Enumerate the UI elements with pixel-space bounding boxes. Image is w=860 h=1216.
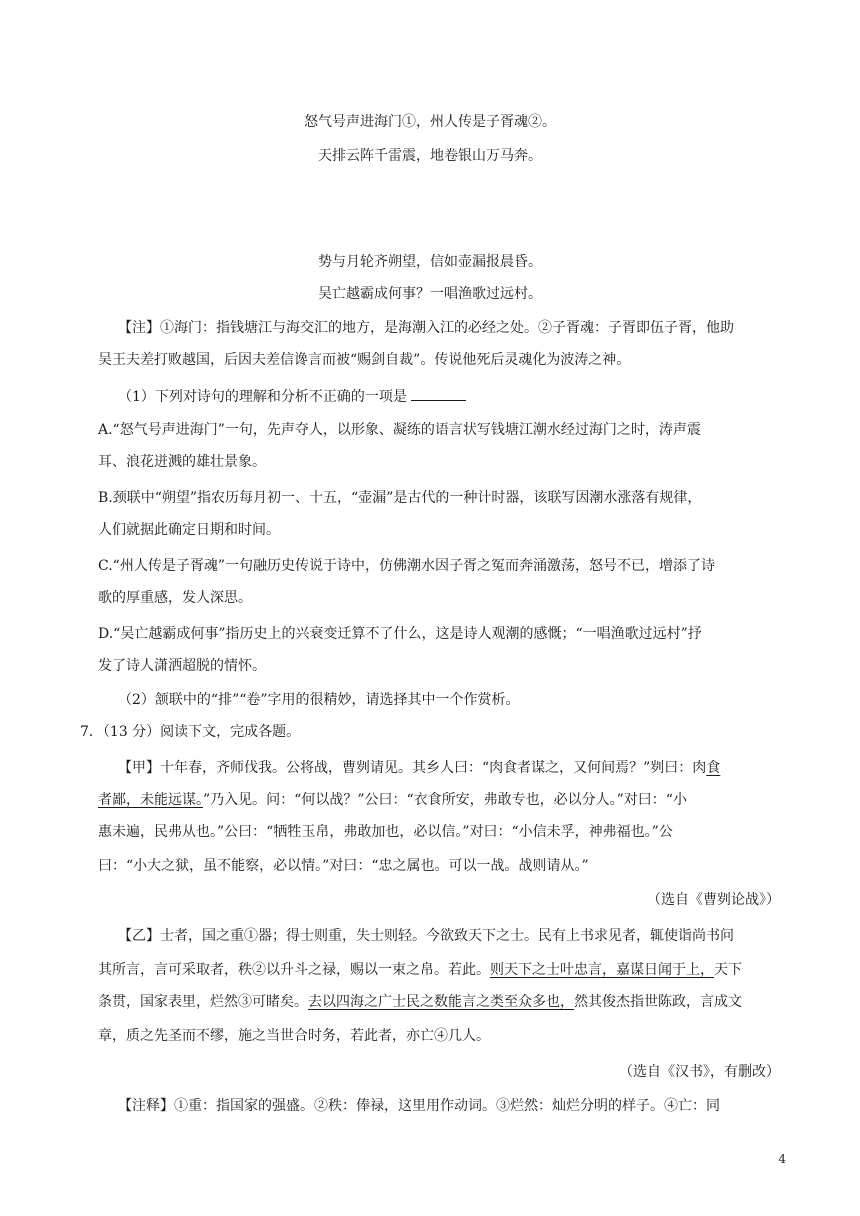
poem-line-1: 怒气号声进海门①，州人传是子胥魂②。: [304, 114, 556, 130]
option-c-cont: 歌的厚重感，发人深思。: [98, 590, 252, 606]
option-a: A.“怒气号声进海门”一句，先声夺人，以形象、凝练的语言状写钱塘江潮水经过海门之时，涛声震: [98, 422, 701, 438]
option-d: D.“吴亡越霸成何事”指历史上的兴衰变迁算不了什么，这是诗人观潮的感慨；“一唱渔歌过远村”抒: [98, 626, 702, 642]
page-number: 4: [778, 1152, 786, 1166]
passage-line: [98, 790, 687, 810]
option-a-cont: 耳、浪花迸溅的雄壮景象。: [98, 454, 266, 470]
passage-text: 【甲】十年春，齐师伐我。公将战，曹刿请见。其乡人曰：“肉食者谋之，又何间焉？”刿曰：肉: [118, 760, 707, 776]
source-citation: （选自《曹刿论战》）: [647, 892, 780, 908]
note-line: 吴王夫差打败越国，后因夫差信谗言而被“赐剑自裁”。传说他死后灵魂化为波涛之神。: [98, 352, 631, 368]
option-c: C.“州人传是子胥魂”一句融历史传说于诗中，仿佛潮水因子胥之冤而奔涌激荡，怒号不已，增添了诗: [98, 558, 715, 574]
underlined-text: 去以四海之广士民之数能言之类至众多也，: [308, 994, 574, 1010]
passage-text: 然其俊杰指世陈政，言成文: [574, 994, 742, 1010]
note-line: 【注】①海门：指钱塘江与海交汇的地方，是海潮入江的必经之处。②子胥魂：子胥即伍子胥，他助: [118, 320, 734, 336]
source-citation: （选自《汉书》，有删改）: [619, 1064, 780, 1080]
answer-blank[interactable]: [411, 386, 466, 401]
passage-line: [98, 960, 742, 980]
option-b-cont: 人们就据此确定日期和时间。: [98, 522, 280, 538]
passage-line: 惠未遍，民弗从也。”公曰：“牺牲玉帛，弗敢加也，必以信。”对曰：“小信未孚，神弗福也。”公: [98, 824, 673, 840]
passage-line: 【乙】士者，国之重①器；得士则重，失士则轻。今欲致天下之士。民有上书求见者，辄使诣尚书问: [118, 928, 734, 944]
question-stem-text: （1）下列对诗句的理解和分析不正确的一项是: [118, 389, 407, 405]
passage-line: 曰：“小大之狱，虽不能察，必以情。”对曰：“忠之属也。可以一战。战则请从。”: [98, 858, 589, 874]
passage-text: 天下: [714, 962, 742, 978]
question-2: （2）颔联中的“排”“卷”字用的很精妙，请选择其中一个作赏析。: [118, 692, 520, 708]
question-7-heading: 7．（13 分）阅读下文，完成各题。: [80, 724, 301, 740]
poem-line-4: 吴亡越霸成何事？一唱渔歌过远村。: [318, 286, 542, 302]
poem-line-3: 势与月轮齐朔望，信如壶漏报晨昏。: [318, 254, 542, 270]
passage-line: [98, 992, 742, 1012]
underlined-text: 则天下之士叶忠言，嘉谋日闻于上，: [490, 962, 714, 978]
passage-text: 其所言，言可采取者，秩②以升斗之禄，赐以一束之帛。若此。: [98, 962, 490, 978]
underlined-text: 食: [706, 760, 721, 776]
poem-line-2: 天排云阵千雷震，地卷银山万马奔。: [318, 148, 542, 164]
passage-line: [118, 758, 720, 778]
passage-text: 条贯，国家表里，烂然③可睹矣。: [98, 994, 308, 1010]
passage-note: 【注释】①重：指国家的强盛。②秩：俸禄，这里用作动词。③烂然：灿烂分明的样子。④亡：同: [118, 1098, 720, 1114]
passage-line: 章，质之先圣而不缪，施之当世合时务，若此者，亦亡④几人。: [98, 1028, 490, 1044]
passage-text: ”乃入见。问：“何以战？”公曰：“衣食所安，弗敢专也，必以分人。”对曰：“小: [203, 792, 687, 808]
option-b: B.颈联中“朔望”指农历每月初一、十五，“壶漏”是古代的一种计时器，该联写因潮水涨落有规律，: [98, 490, 702, 506]
option-d-cont: 发了诗人潇洒超脱的情怀。: [98, 658, 266, 674]
underlined-text: 者鄙，未能远谋。: [98, 792, 203, 808]
question-stem: [118, 386, 466, 407]
